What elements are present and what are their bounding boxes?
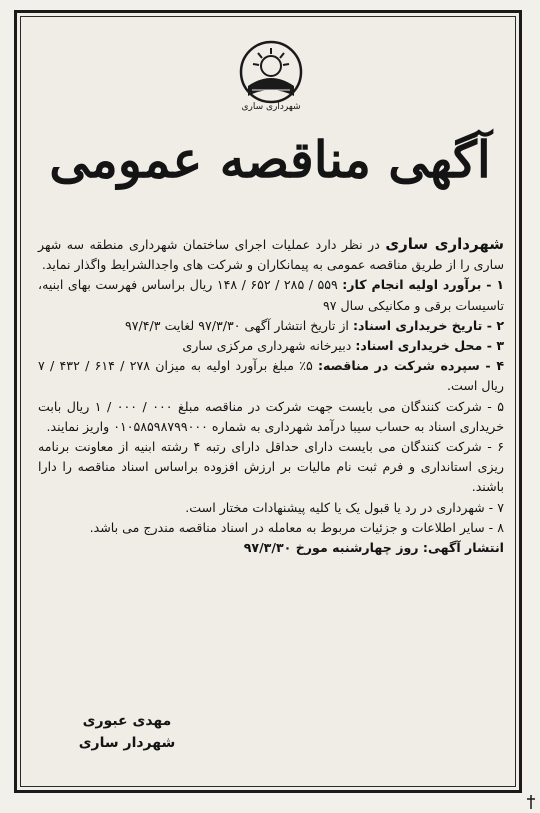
notice-item: [38, 275, 504, 315]
item-text: از تاریخ انتشار آگهی ۹۷/۳/۳۰ لغایت ۹۷/۴/۳: [125, 317, 349, 333]
intro-text: در نظر دارد عملیات اجرای ساختمان شهرداری منطقه سه شهر ساری را از طریق مناقصه عمومی به پیمانکاران و شرکت های واجدالشرایط واگذار نماید.: [38, 237, 504, 273]
item-text: ۸ - سایر اطلاعات و جزئیات مربوط به معامله در اسناد مناقصه مندرج می باشد.: [89, 519, 504, 535]
item-label: ۴ - سپرده شرکت در مناقصه:: [318, 358, 504, 374]
notice-item: [38, 437, 504, 498]
publish-date: انتشار آگهی: روز چهارشنبه مورخ ۹۷/۳/۳۰: [243, 540, 504, 556]
notice-body: [38, 234, 504, 558]
intro-paragraph: [38, 234, 504, 275]
notice-item: [38, 356, 504, 396]
corner-tick-icon: [526, 795, 536, 809]
notice-item: [38, 397, 504, 437]
item-text: ۷ - شهرداری در رد یا قبول یک یا کلیه پیشنهادات مختار است.: [185, 499, 504, 515]
item-text: دبیرخانه شهرداری مرکزی ساری: [182, 338, 352, 354]
notice-item: [38, 316, 504, 336]
item-text: ۵۵۹ / ۲۸۵ / ۶۵۲ / ۱۴۸ ریال براساس فهرست بهای ابنیه، تاسیسات برقی و مکانیکی سال ۹۷: [38, 277, 504, 313]
notice-item: [38, 498, 504, 518]
notice-item: [38, 336, 504, 356]
intro-org: شهرداری ساری: [385, 235, 504, 253]
signatory-name: مهدی عبوری: [82, 713, 172, 729]
logo-caption: شهرداری ساری: [241, 102, 301, 112]
notice-title: آگهی مناقصه عمومی: [49, 130, 491, 189]
municipality-emblem-icon: [236, 40, 306, 110]
item-label: ۲ - تاریخ خریداری اسناد:: [352, 317, 504, 333]
item-text: ۵٪ مبلغ برآورد اولیه به میزان ۲۷۸ / ۶۱۴ / ۴۳۲ / ۷ ریال است.: [38, 358, 504, 394]
item-text: ۶ - شرکت کنندگان می بایست دارای حداقل دارای رتبه ۴ رشته ابنیه از معاونت برنامه ریزی استانداری و فرم ثبت نام مالیات بر ارزش افزوده براساس اسناد مناقصه را دارا باشند.: [38, 439, 504, 495]
signatory-role: شهردار ساری: [78, 735, 176, 751]
signature-block: [52, 710, 202, 754]
item-text: ۵ - شرکت کنندگان می بایست جهت شرکت در مناقصه مبلغ ۰۰۰ / ۰۰۰ / ۱ ریال بابت خریداری اسناد به حساب سیبا درآمد شهرداری به شماره ۰۱۰۵۸۵۹۸۷۹۹۰۰۰ واریز نمایند.: [38, 398, 505, 434]
notice-item: [38, 518, 504, 538]
item-label: ۳ - محل خریداری اسناد:: [355, 338, 504, 354]
item-label: ۱ - برآورد اولیه انجام کار:: [342, 277, 505, 293]
